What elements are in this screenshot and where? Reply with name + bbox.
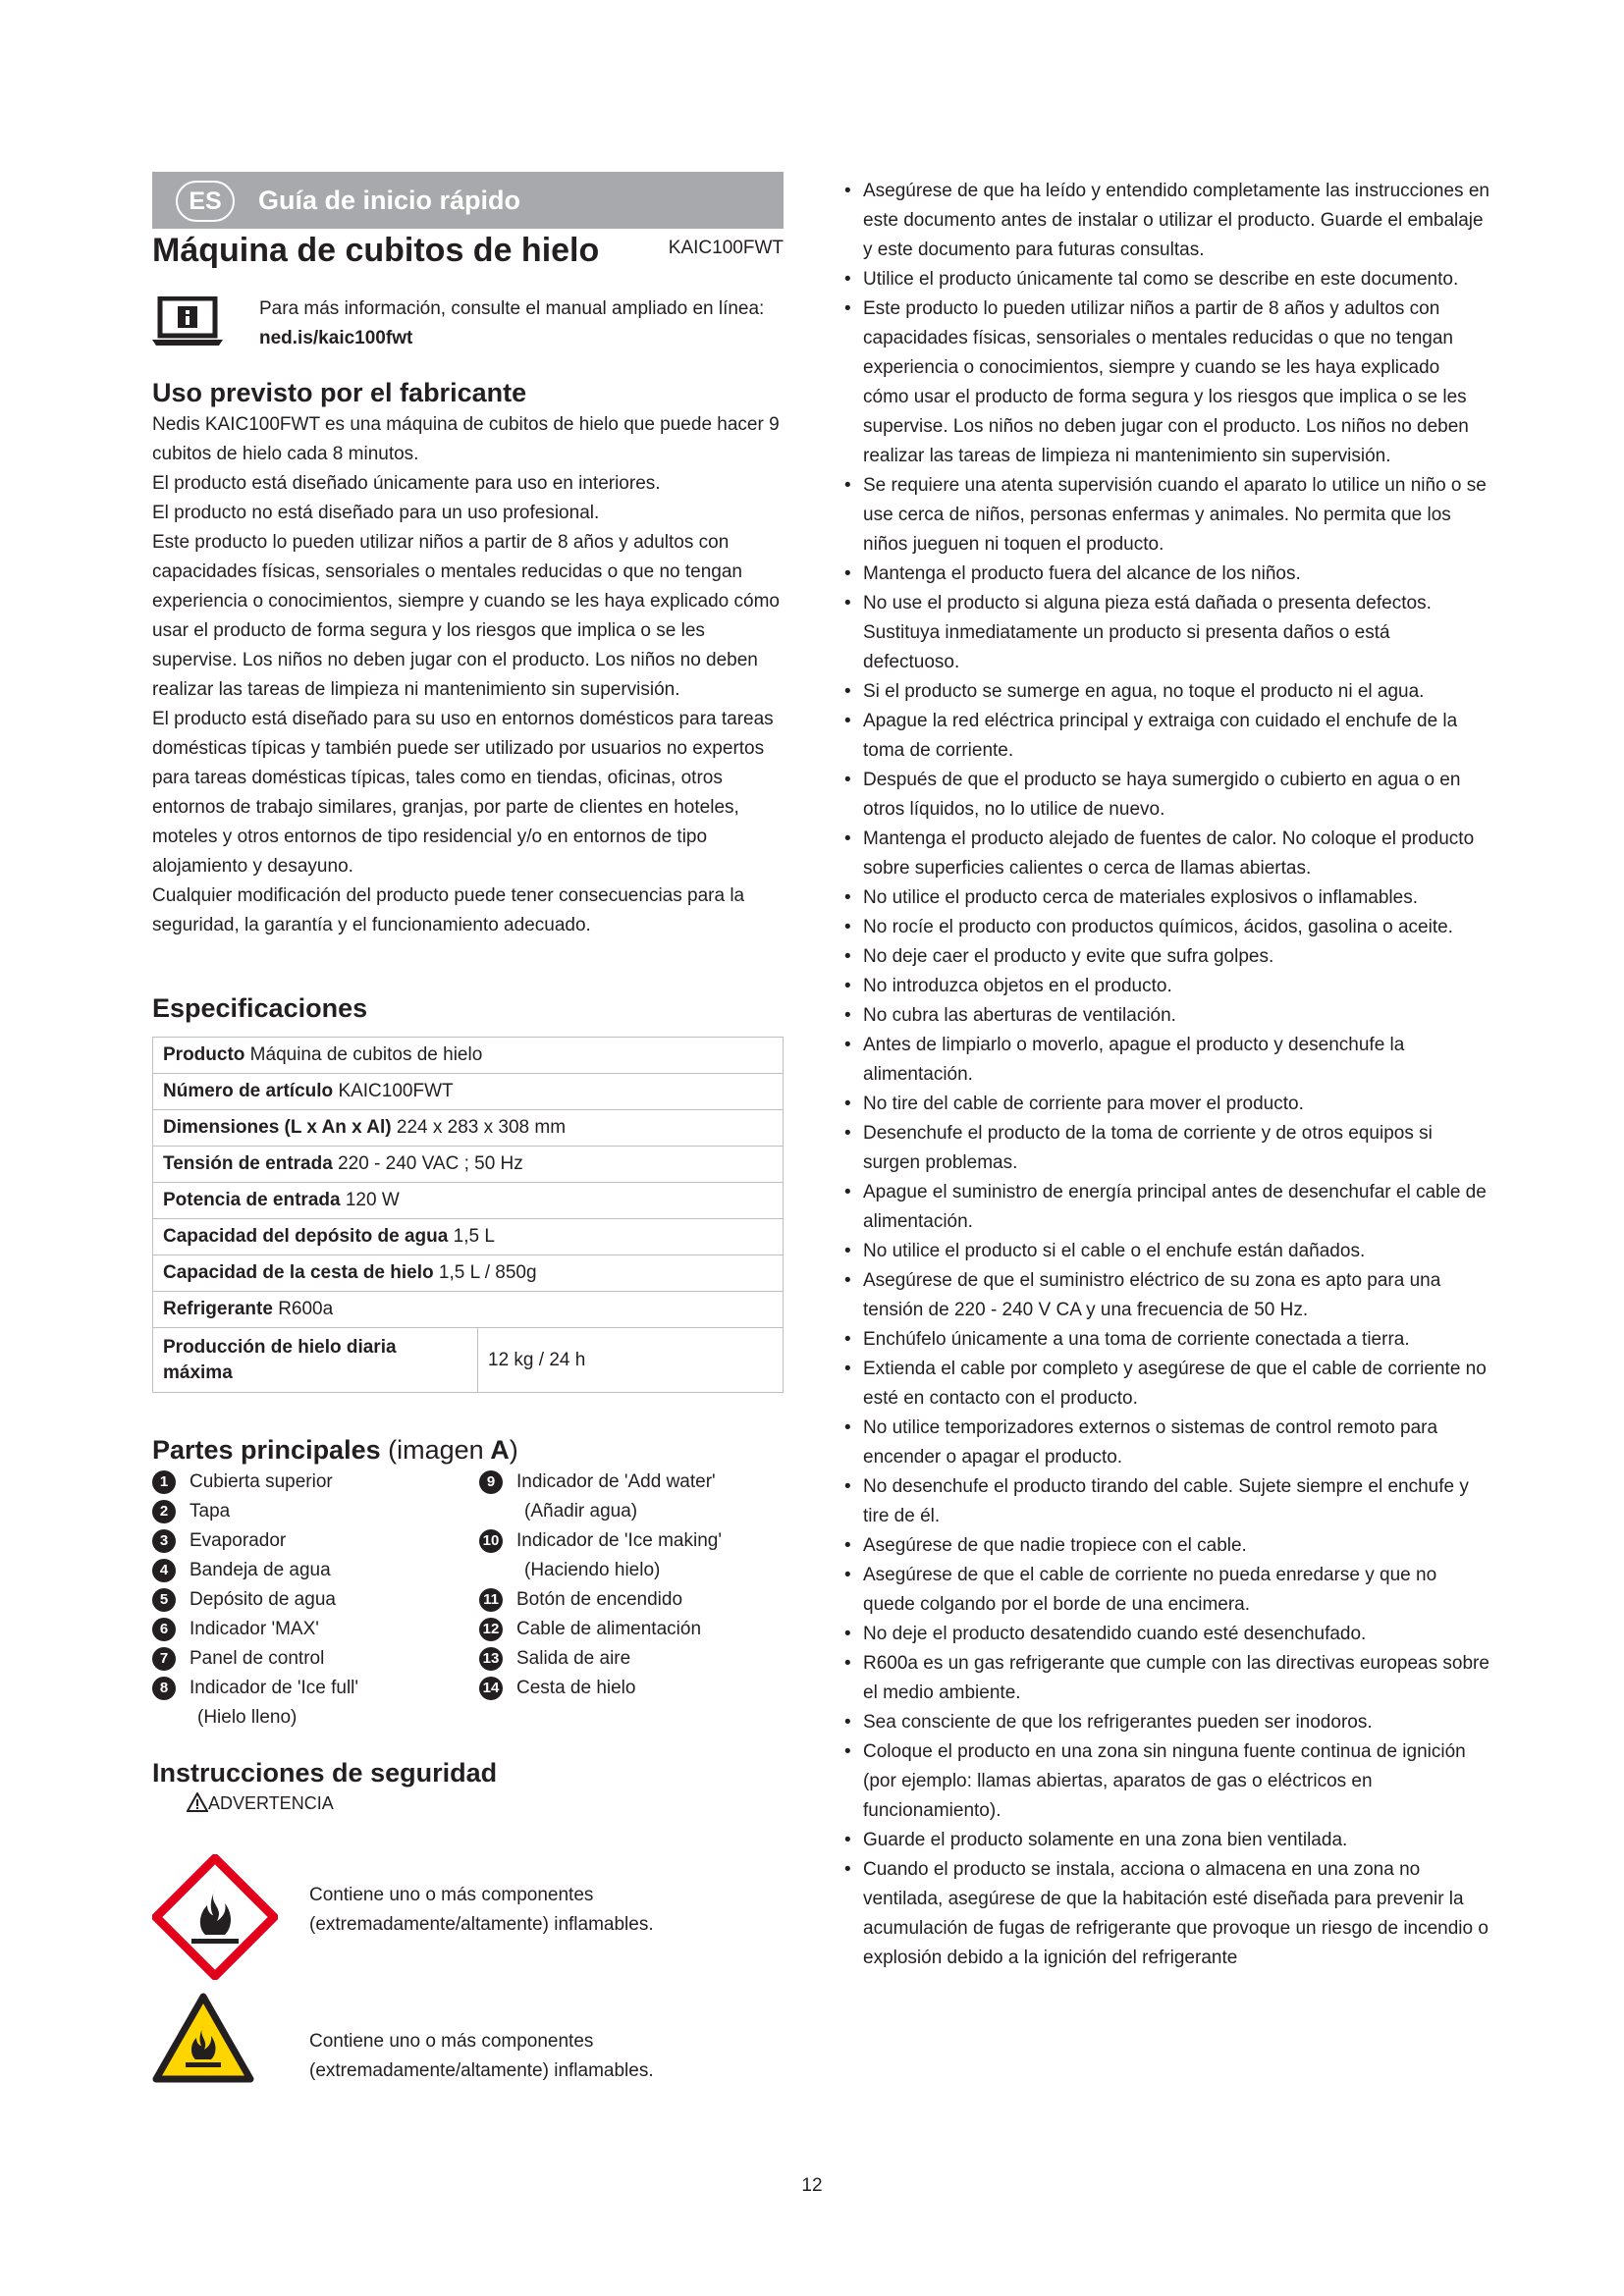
table-row: Capacidad de la cesta de hielo 1,5 L / 850g bbox=[153, 1255, 784, 1292]
list-item: 6 Indicador 'MAX' bbox=[152, 1615, 358, 1644]
list-item: • Asegúrese de que nadie tropiece con el cable. bbox=[841, 1531, 1489, 1561]
specifications-heading: Especificaciones bbox=[152, 993, 368, 1023]
list-item: 11 Botón de encendido bbox=[479, 1585, 722, 1615]
table-row: Producto Máquina de cubitos de hielo bbox=[153, 1038, 784, 1074]
list-item: • No deje caer el producto y evite que sufra golpes. bbox=[841, 942, 1489, 972]
section-header-title: Guía de inicio rápido bbox=[258, 186, 521, 215]
list-item: • No utilice el producto cerca de materiales explosivos o inflamables. bbox=[841, 883, 1489, 913]
list-item: • Si el producto se sumerge en agua, no toque el producto ni el agua. bbox=[841, 677, 1489, 707]
list-item: 3 Evaporador bbox=[152, 1526, 358, 1556]
list-item: • No use el producto si alguna pieza está dañada o presenta defectos. Sustituya inmediatamente un producto si presenta daños o está defectuoso. bbox=[841, 589, 1489, 677]
page-title: Máquina de cubitos de hielo bbox=[152, 232, 600, 269]
list-item: • Antes de limpiarlo o moverlo, apague el producto y desenchufe la alimentación. bbox=[841, 1031, 1489, 1090]
table-row: Potencia de entrada 120 W bbox=[153, 1183, 784, 1219]
online-manual-text: Para más información, consulte el manual ampliado en línea: ned.is/kaic100fwt bbox=[259, 298, 765, 348]
table-row: Dimensiones (L x An x Al) 224 x 283 x 308 mm bbox=[153, 1110, 784, 1147]
list-item: • Cuando el producto se instala, acciona o almacena en una zona no ventilada, asegúrese de que la habitación esté diseñada para prevenir la acumulación de fugas de refrigerante que provoque un riesgo de incendio o explosión debido a la ignición del refrigerante bbox=[841, 1855, 1489, 1973]
parts-list-left bbox=[152, 1468, 358, 1733]
list-item: 8 Indicador de 'Ice full' (Hielo lleno) bbox=[152, 1674, 358, 1733]
manual-link[interactable]: ned.is/kaic100fwt bbox=[259, 328, 413, 348]
laptop-manual-icon bbox=[152, 296, 223, 347]
list-item: 9 Indicador de 'Add water' (Añadir agua) bbox=[479, 1468, 722, 1526]
list-item: • Mantenga el producto fuera del alcance de los niños. bbox=[841, 560, 1489, 589]
section-header-bar bbox=[152, 172, 784, 229]
list-item: • Después de que el producto se haya sumergido o cubierto en agua o en otros líquidos, no lo utilice de nuevo. bbox=[841, 766, 1489, 825]
list-item: • No cubra las aberturas de ventilación. bbox=[841, 1001, 1489, 1031]
list-item: • Sea consciente de que los refrigerantes pueden ser inodoros. bbox=[841, 1708, 1489, 1737]
list-item: 2 Tapa bbox=[152, 1497, 358, 1526]
table-row: Tensión de entrada 220 - 240 VAC ; 50 Hz bbox=[153, 1147, 784, 1183]
list-item: • No deje el producto desatendido cuando esté desenchufado. bbox=[841, 1620, 1489, 1649]
list-item: 7 Panel de control bbox=[152, 1644, 358, 1674]
flammable-ghs-pictogram-icon bbox=[152, 1854, 278, 1980]
list-item: • Desenchufe el producto de la toma de corriente y de otros equipos si surgen problemas. bbox=[841, 1119, 1489, 1178]
specifications-table bbox=[152, 1037, 784, 1393]
intended-use-body: Nedis KAIC100FWT es una máquina de cubitos de hielo que puede hacer 9 cubitos de hielo cada 8 minutos. El producto está diseñado únicamente para uso en interiores. El producto no está diseñado para un uso profesional. Este producto lo pueden utilizar niños a partir de 8 años y adultos con capacidades físicas, sensoriales o mentales reducidas o que no tengan experiencia o conocimientos, siempre y cuando se les haya explicado cómo usar el producto de forma segura y los riesgos que implica o se les supervise. Los niños no deben jugar con el producto. Los niños no deben realizar las tareas de limpieza ni mantenimiento sin supervisión. El producto está diseñado para su uso en entornos domésticos para tareas domésticas típicas y también puede ser utilizado por usuarios no expertos para tareas domésticas típicas, tales como en tiendas, oficinas, otros entornos de trabajo similares, granjas, por parte de clientes en hoteles, moteles y otros entornos de tipo residencial y/o en entornos de tipo alojamiento y desayuno. Cualquier modificación del producto puede tener consecuencias para la seguridad, la garantía y el funcionamiento adecuado. bbox=[152, 414, 780, 935]
table-row: Número de artículo KAIC100FWT bbox=[153, 1074, 784, 1110]
list-item: • No utilice temporizadores externos o sistemas de control remoto para encender o apagar el producto. bbox=[841, 1414, 1489, 1472]
list-item: • Apague el suministro de energía principal antes de desenchufar el cable de alimentación. bbox=[841, 1178, 1489, 1237]
intended-use-heading: Uso previsto por el fabricante bbox=[152, 378, 527, 407]
parts-list-right bbox=[479, 1468, 722, 1703]
list-item: • Asegúrese de que el cable de corriente no pueda enredarse y que no quede colgando por el borde de una encimera. bbox=[841, 1561, 1489, 1620]
list-item: • Mantenga el producto alejado de fuentes de calor. No coloque el producto sobre superficies calientes o cerca de llamas abiertas. bbox=[841, 825, 1489, 883]
list-item: 10 Indicador de 'Ice making' (Haciendo hielo) bbox=[479, 1526, 722, 1585]
table-row: Capacidad del depósito de agua 1,5 L bbox=[153, 1219, 784, 1255]
language-badge: ES bbox=[176, 181, 235, 222]
flammable-warning-triangle-icon bbox=[152, 1993, 254, 2083]
list-item: • Este producto lo pueden utilizar niños a partir de 8 años y adultos con capacidades físicas, sensoriales o mentales reducidas o que no tengan experiencia o conocimientos, siempre y cuando se les haya explicado cómo usar el producto de forma segura y los riesgos que implica o se les supervise. Los niños no deben jugar con el producto. Los niños no deben realizar las tareas de limpieza ni mantenimiento sin supervisión. bbox=[841, 294, 1489, 471]
table-row: Producción de hielo diaria máxima 12 kg / 24 h bbox=[153, 1328, 784, 1393]
safety-bullet-list bbox=[841, 177, 1489, 1973]
pictogram-2-text: Contiene uno o más componentes (extremadamente/altamente) inflamables. bbox=[309, 2031, 654, 2081]
main-parts-heading: Partes principales (imagen A) bbox=[152, 1435, 518, 1465]
list-item: 13 Salida de aire bbox=[479, 1644, 722, 1674]
list-item: • Utilice el producto únicamente tal como se describe en este documento. bbox=[841, 265, 1489, 294]
list-item: • Asegúrese de que el suministro eléctrico de su zona es apto para una tensión de 220 - 240 V CA y una frecuencia de 50 Hz. bbox=[841, 1266, 1489, 1325]
list-item: • Extienda el cable por completo y asegúrese de que el cable de corriente no esté en contacto con el producto. bbox=[841, 1355, 1489, 1414]
page-number: 12 bbox=[801, 2175, 823, 2196]
pictogram-1-text: Contiene uno o más componentes (extremadamente/altamente) inflamables. bbox=[309, 1885, 654, 1935]
list-item: • R600a es un gas refrigerante que cumple con las directivas europeas sobre el medio ambiente. bbox=[841, 1649, 1489, 1708]
list-item: • Apague la red eléctrica principal y extraiga con cuidado el enchufe de la toma de corriente. bbox=[841, 707, 1489, 766]
model-number: KAIC100FWT bbox=[668, 238, 784, 258]
list-item: 5 Depósito de agua bbox=[152, 1585, 358, 1615]
list-item: 12 Cable de alimentación bbox=[479, 1615, 722, 1644]
list-item: 14 Cesta de hielo bbox=[479, 1674, 722, 1703]
list-item: • No introduzca objetos en el producto. bbox=[841, 972, 1489, 1001]
list-item: 1 Cubierta superior bbox=[152, 1468, 358, 1497]
list-item: • No desenchufe el producto tirando del cable. Sujete siempre el enchufe y tire de él. bbox=[841, 1472, 1489, 1531]
list-item: • Asegúrese de que ha leído y entendido completamente las instrucciones en este documento antes de instalar o utilizar el producto. Guarde el embalaje y este documento para futuras consultas. bbox=[841, 177, 1489, 265]
table-row: Refrigerante R600a bbox=[153, 1292, 784, 1328]
safety-heading: Instrucciones de seguridad bbox=[152, 1758, 498, 1788]
list-item: • No tire del cable de corriente para mover el producto. bbox=[841, 1090, 1489, 1119]
list-item: • Guarde el producto solamente en una zona bien ventilada. bbox=[841, 1826, 1489, 1855]
list-item: • Se requiere una atenta supervisión cuando el aparato lo utilice un niño o se use cerca de niños, personas enfermas y animales. No permita que los niños jueguen ni toquen el producto. bbox=[841, 471, 1489, 560]
warning-triangle-icon bbox=[187, 1792, 208, 1812]
list-item: 4 Bandeja de agua bbox=[152, 1556, 358, 1585]
warning-label: ADVERTENCIA bbox=[187, 1792, 334, 1814]
list-item: • Coloque el producto en una zona sin ninguna fuente continua de ignición (por ejemplo: llamas abiertas, aparatos de gas o eléctricos en funcionamiento). bbox=[841, 1737, 1489, 1826]
list-item: • No rocíe el producto con productos químicos, ácidos, gasolina o aceite. bbox=[841, 913, 1489, 942]
list-item: • Enchúfelo únicamente a una toma de corriente conectada a tierra. bbox=[841, 1325, 1489, 1355]
list-item: • No utilice el producto si el cable o el enchufe están dañados. bbox=[841, 1237, 1489, 1266]
